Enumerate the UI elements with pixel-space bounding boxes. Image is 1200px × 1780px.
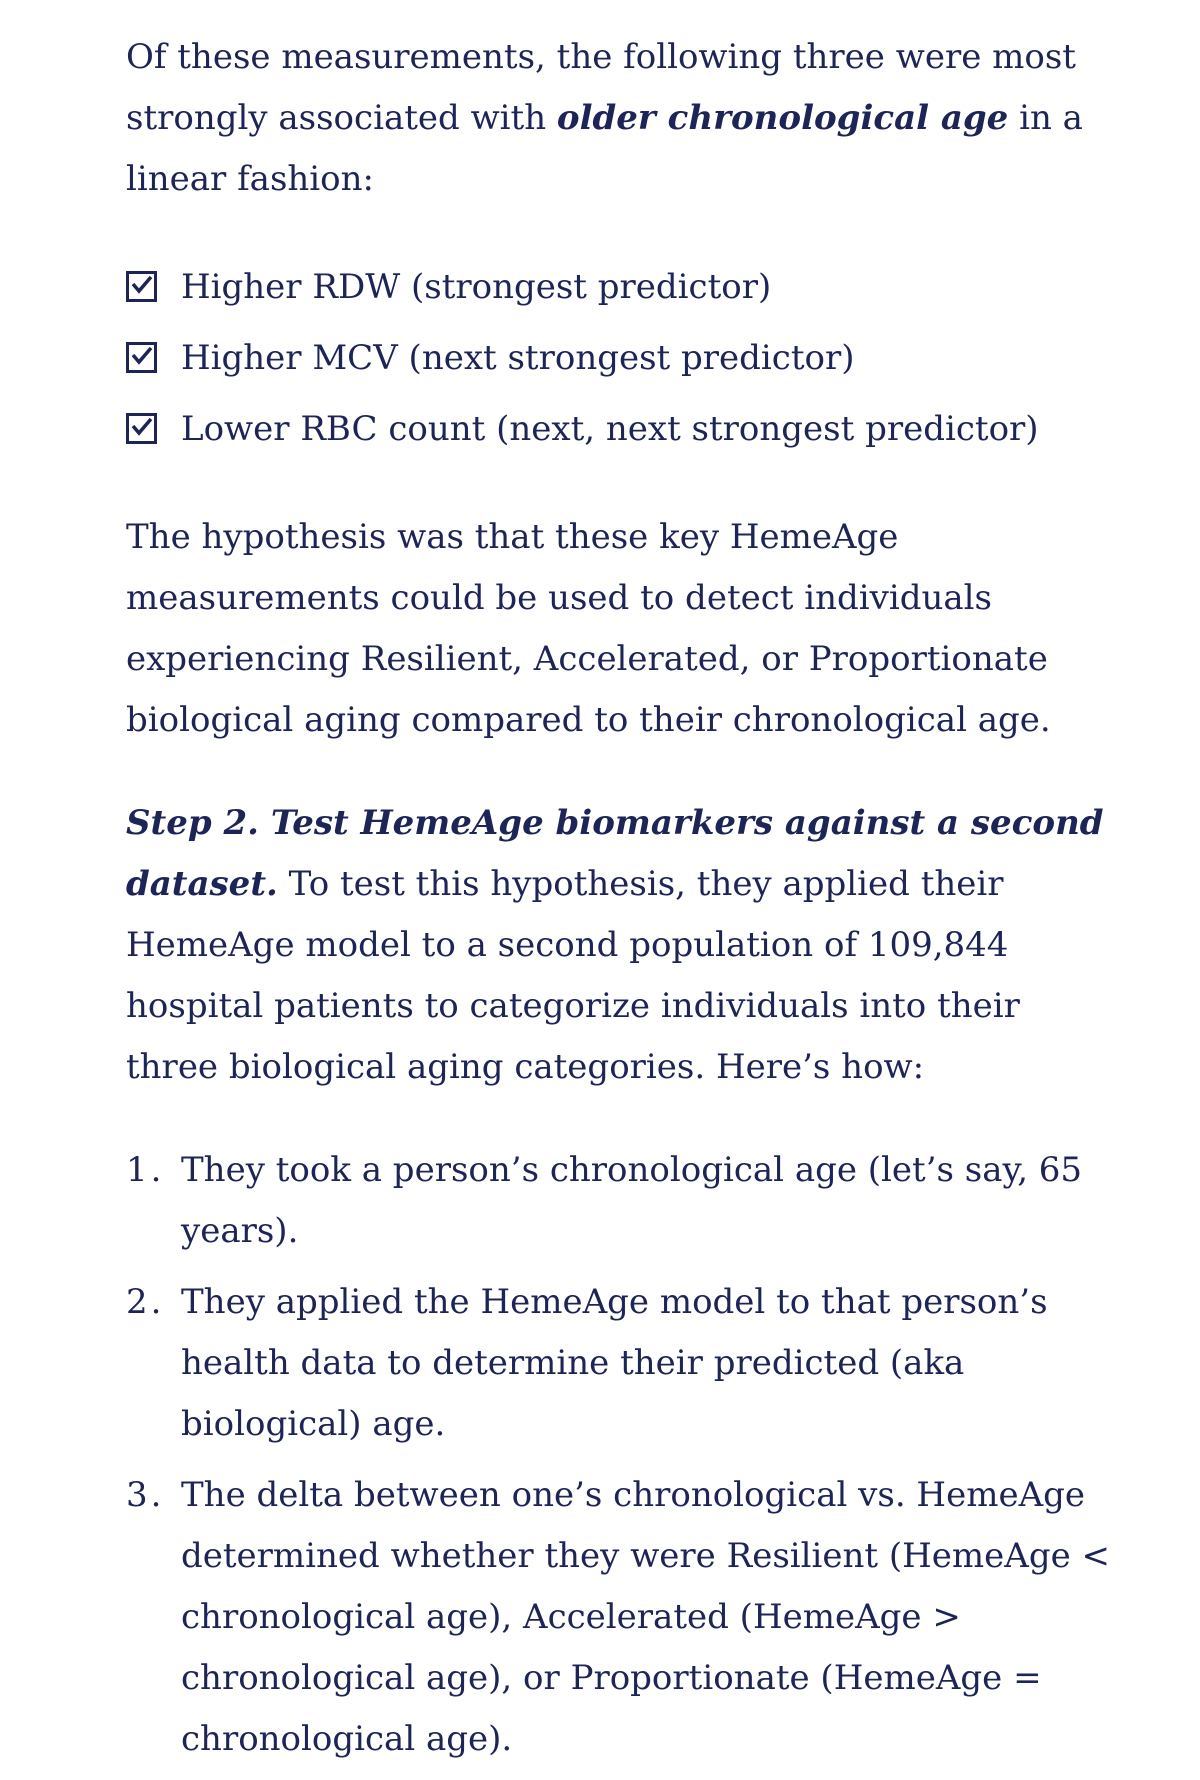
list-item — [126, 1465, 1116, 1770]
checkbox-checked-icon — [126, 413, 157, 444]
intro-text-after: in a linear fashion: — [126, 98, 1083, 199]
intro-emphasis: older chronological age — [556, 98, 1009, 138]
predictor-label: Higher MCV (next strongest predictor) — [181, 338, 855, 378]
list-item-text: They took a person’s chronological age (let’s say, 65 years). — [181, 1150, 1083, 1251]
list-item — [126, 1140, 1116, 1262]
list-item-number: 2. — [126, 1282, 165, 1322]
intro-paragraph — [126, 27, 1116, 210]
step2-heading: Step 2. Test HemeAge biomarkers against a second dataset. — [126, 803, 1104, 904]
predictor-checklist — [126, 252, 1116, 465]
article-content — [126, 27, 1116, 1780]
predictor-item-rbc — [126, 394, 1116, 465]
step2-paragraph — [126, 793, 1116, 1098]
list-item — [126, 1272, 1116, 1455]
list-item-number: 1. — [126, 1150, 165, 1190]
list-item-number: 3. — [126, 1475, 165, 1515]
predictor-item-rdw — [126, 252, 1116, 323]
list-item-text: The delta between one’s chronological vs. HemeAge determined whether they were Resilient (HemeAge < chronological age), Accelerated (HemeAge > chronological age), or Proportionate (HemeAge = chronological age). — [181, 1475, 1111, 1759]
predictor-label: Higher RDW (strongest predictor) — [181, 267, 772, 307]
steps-list — [126, 1140, 1116, 1770]
intro-text-before: Of these measurements, the following three were most strongly associated with — [126, 37, 1076, 138]
list-item-text: They applied the HemeAge model to that person’s health data to determine their predicted (aka biological) age. — [181, 1282, 1048, 1444]
checkbox-checked-icon — [126, 271, 157, 302]
checkbox-checked-icon — [126, 342, 157, 373]
predictor-item-mcv — [126, 323, 1116, 394]
step2-body: To test this hypothesis, they applied their HemeAge model to a second population of 109,844 hospital patients to categorize individuals into their three biological aging categories. Here’s how: — [126, 864, 1020, 1087]
predictor-label: Lower RBC count (next, next strongest predictor) — [181, 409, 1039, 449]
hypothesis-paragraph: The hypothesis was that these key HemeAge measurements could be used to detect individuals experiencing Resilient, Accelerated, or Proportionate biological aging compared to their chronological age. — [126, 517, 1051, 740]
